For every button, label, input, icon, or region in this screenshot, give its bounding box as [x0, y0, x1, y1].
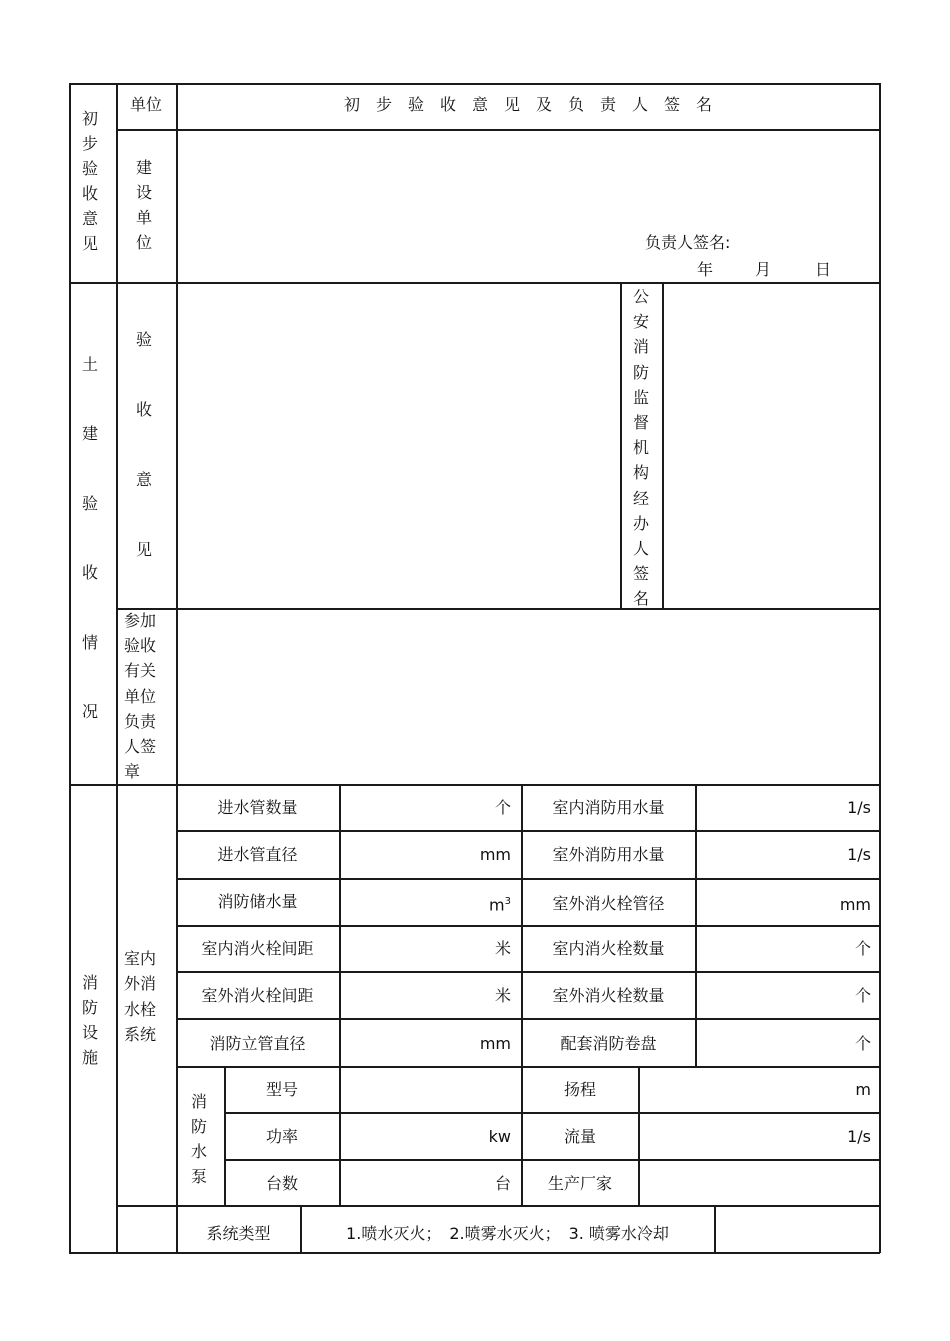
pump-label-left: 台数 — [265, 1174, 298, 1193]
row-divider — [176, 1066, 880, 1068]
unit-header: 单位 — [129, 95, 162, 114]
spec-label-right: 室外消火栓数量 — [552, 986, 665, 1005]
col-divider — [714, 1205, 716, 1253]
spec-label-left: 室内消火栓间距 — [201, 939, 314, 958]
section-title-preliminary: 初 步 验 收 意 见 — [81, 109, 98, 253]
section-title-fire: 消 防 设 施 — [81, 973, 98, 1067]
spec-unit-left: mm — [479, 1034, 511, 1053]
system-label: 室内外消水栓系统 — [124, 949, 157, 1044]
row-divider — [116, 1205, 880, 1207]
pump-label-right: 扬程 — [563, 1080, 596, 1099]
row-divider — [176, 830, 880, 832]
row-divider — [176, 971, 880, 973]
spec-label-right: 室外消火栓管径 — [552, 894, 665, 913]
spec-unit-right: 1/s — [847, 798, 871, 817]
date-month: 月 — [755, 260, 772, 279]
row-divider — [224, 1112, 880, 1114]
spec-unit-superscript: 3 — [504, 896, 511, 907]
table-border-right — [879, 83, 881, 1253]
row-divider — [116, 608, 880, 610]
spec-label-right: 室外消防用水量 — [552, 845, 665, 864]
pump-unit-right: 1/s — [847, 1127, 871, 1146]
pump-unit-right: m — [855, 1080, 871, 1099]
table-border-top — [69, 83, 880, 85]
pump-label: 消 防 水 泵 — [190, 1092, 207, 1186]
row-divider — [224, 1159, 880, 1161]
section-divider — [69, 282, 880, 284]
spec-unit-right: mm — [839, 895, 871, 914]
col-divider — [662, 282, 664, 609]
date-day: 日 — [815, 260, 832, 279]
spec-label-left: 进水管直径 — [217, 845, 298, 864]
pump-label-left: 功率 — [265, 1127, 298, 1146]
spec-unit-left: 个 — [494, 798, 511, 817]
spec-label-right: 配套消防卷盘 — [560, 1034, 657, 1053]
table-border-bottom — [69, 1252, 880, 1254]
pump-unit-left: kw — [488, 1127, 511, 1146]
spec-label-right: 室内消防用水量 — [552, 798, 665, 817]
opinion-label: 验 收 意 见 — [135, 330, 152, 559]
spec-unit-right: 个 — [854, 939, 871, 958]
spec-label-left: 室外消火栓间距 — [201, 986, 314, 1005]
date-year: 年 — [697, 260, 714, 279]
spec-unit-left: 米 — [494, 986, 511, 1005]
spec-label-left: 消防储水量 — [217, 892, 298, 911]
row-divider — [176, 1018, 880, 1020]
spec-unit-text: m — [489, 895, 505, 915]
row-divider — [116, 129, 880, 131]
participants-label: 参加验收有关单位负责人签章 — [124, 611, 157, 782]
spec-unit-right: 个 — [854, 1034, 871, 1053]
section-divider — [69, 784, 880, 786]
col-divider — [176, 83, 178, 785]
spec-unit-right: 1/s — [847, 845, 871, 864]
spec-unit-left: 米 — [494, 939, 511, 958]
col-divider — [695, 784, 697, 1067]
opinion-header: 初 步 验 收 意 见 及 负 责 人 签 名 — [343, 95, 712, 114]
col-divider — [620, 282, 622, 609]
build-unit-label: 建 设 单 位 — [135, 158, 152, 252]
pump-label-left: 型号 — [265, 1080, 298, 1099]
system-type-value: 1.喷水灭火； 2.喷雾水灭火； 3. 喷雾水冷却 — [346, 1224, 669, 1243]
pump-unit-left: 台 — [494, 1174, 511, 1193]
police-sign-label: 公 安 消 防 监 督 机 构 经 办 人 签 名 — [632, 287, 649, 609]
pump-label-right: 生产厂家 — [547, 1174, 612, 1193]
spec-label-left: 消防立管直径 — [209, 1034, 306, 1053]
row-divider — [176, 925, 880, 927]
spec-label-left: 进水管数量 — [217, 798, 298, 817]
section-title-civil: 土 建 验 收 情 况 — [81, 355, 98, 722]
spec-unit-left: mm — [479, 845, 511, 864]
row-divider — [176, 878, 880, 880]
signature-label: 负责人签名: — [645, 233, 731, 252]
col-divider — [116, 83, 118, 1253]
spec-unit-left — [340, 892, 511, 915]
spec-label-right: 室内消火栓数量 — [552, 939, 665, 958]
system-type-label: 系统类型 — [206, 1224, 271, 1243]
table-border-left — [69, 83, 71, 1253]
pump-label-right: 流量 — [563, 1127, 596, 1146]
spec-unit-right: 个 — [854, 986, 871, 1005]
